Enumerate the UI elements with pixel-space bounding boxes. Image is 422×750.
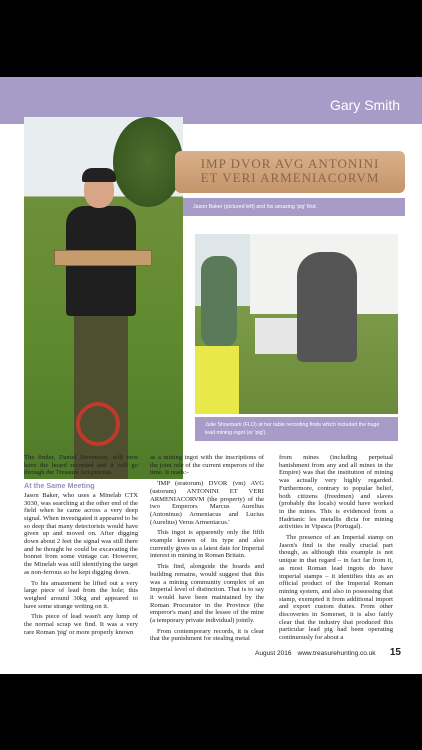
ingot-shape [54, 250, 152, 266]
column-2 [150, 454, 264, 646]
website: www.treasurehunting.co.uk [297, 650, 376, 657]
column-1 [24, 454, 138, 639]
author-name: Gary Smith [329, 97, 400, 113]
paragraph: as a mining ingot with the inscriptions of the joint rule of the current emperors of the time. It reads:- [150, 454, 264, 477]
subheading: At the Same Meeting [24, 481, 95, 491]
paragraph: This ingot is apparently only the fifth example known of its type and also currently gives us a latest date for Imperial interest in mining in Roman Britain. [150, 529, 264, 560]
paragraph: The finder, Daniel Stevenson, will now have the hoard recorded and it will go through the Treasure Act process. [24, 454, 138, 477]
page-footer [255, 647, 401, 658]
magazine-page [0, 77, 422, 674]
caption-2: Julie Shoemark (FLO) at her table recording finds which included the huge lead mining ingot (or 'pig'). [195, 417, 398, 441]
man-figure [201, 256, 237, 348]
paragraph: The presence of an Imperial stamp on Jason's find is the really crucial part though, as although this example is not unique in that regard – in fact far from it, as most Roman lead ingots do have imperial stamps – it identifies this as an official product of the Imperial Roman mining system, and also in possessing that stamp, exempted it from additional import and export custom duties. From other discoveries in Somerset, it is also fairly clear that the industry that produced this particular lead pig had been operating continuously for about a [279, 534, 393, 642]
paragraph: This find, alongside the hoards and building remains, would suggest that this was a mining community complex of an Imperial level of distinction. That is to say it would have been maintained by the Roman Procurator in the Province (the emperor's man) and the lessee of the mine (a temporary private individual) jointly. [150, 563, 264, 625]
photo-recording-table [195, 234, 398, 414]
issue-date: August 2016 [255, 650, 292, 657]
person-figure [66, 172, 136, 479]
woman-figure [297, 252, 357, 362]
paragraph: 'IMP (eratorum) DVOR (vm) AVG (ustorum) ANTONINI ET VERI ARMENIACORVM (the property) of the two Emperors Marcus Aurelius (Antoninus) Armeniacus and Lucius (Aurelius) Verus Armeniacus.' [150, 480, 264, 526]
hiviz-vest-shape [195, 346, 239, 414]
inscription-line-1: IMP DVOR AVG ANTONINI [200, 156, 380, 171]
ingot-inscription [193, 157, 387, 185]
paragraph: To his amazement he lifted out a very large piece of lead from the hole; this weighed around 30kg and appeared to have some strange writing on it. [24, 579, 138, 610]
cap-shape [82, 168, 116, 182]
detector-coil-shape [76, 402, 120, 446]
photo-lead-pig [175, 151, 405, 193]
photo-jason-baker [24, 117, 183, 479]
column-3 [279, 454, 393, 645]
caption-1: Jason Baker (pictured left) and his amazing 'pig' find. [183, 198, 405, 216]
paragraph: This piece of lead wasn't any lump of the normal scrap we find. It was a very rare Roman 'pig' or more properly known [24, 613, 138, 636]
paragraph: From contemporary records, it is clear that the punishment for stealing metal [150, 627, 264, 643]
inscription-line-2: ET VERI ARMENIACORVM [200, 170, 380, 185]
paragraph: Jason Baker, who uses a Minelab CTX 3030, was searching at the other end of the field when he came across a very deep signal. When investigated it appeared to be so deep that many detectorists would have given up and moved on. After digging down about 2 feet the signal was still there and he thought he could be excavating the bonnet from some vintage car. However, the Minelab was still identifying the target as non-ferrous so he kept digging down. [24, 491, 138, 576]
paragraph: from mines (including perpetual banishment from any and all mines in the Empire) was that the institution of mining was actually very highly regarded. Furthermore, contrary to popular belief, both citizens (freedmen) and slaves (probably the locals) would have worked in the mines. This is evidenced from a Hadrianic les metallis dicta for mining activities in Vipasca (Portugal). [279, 454, 393, 531]
page-number: 15 [389, 647, 401, 658]
